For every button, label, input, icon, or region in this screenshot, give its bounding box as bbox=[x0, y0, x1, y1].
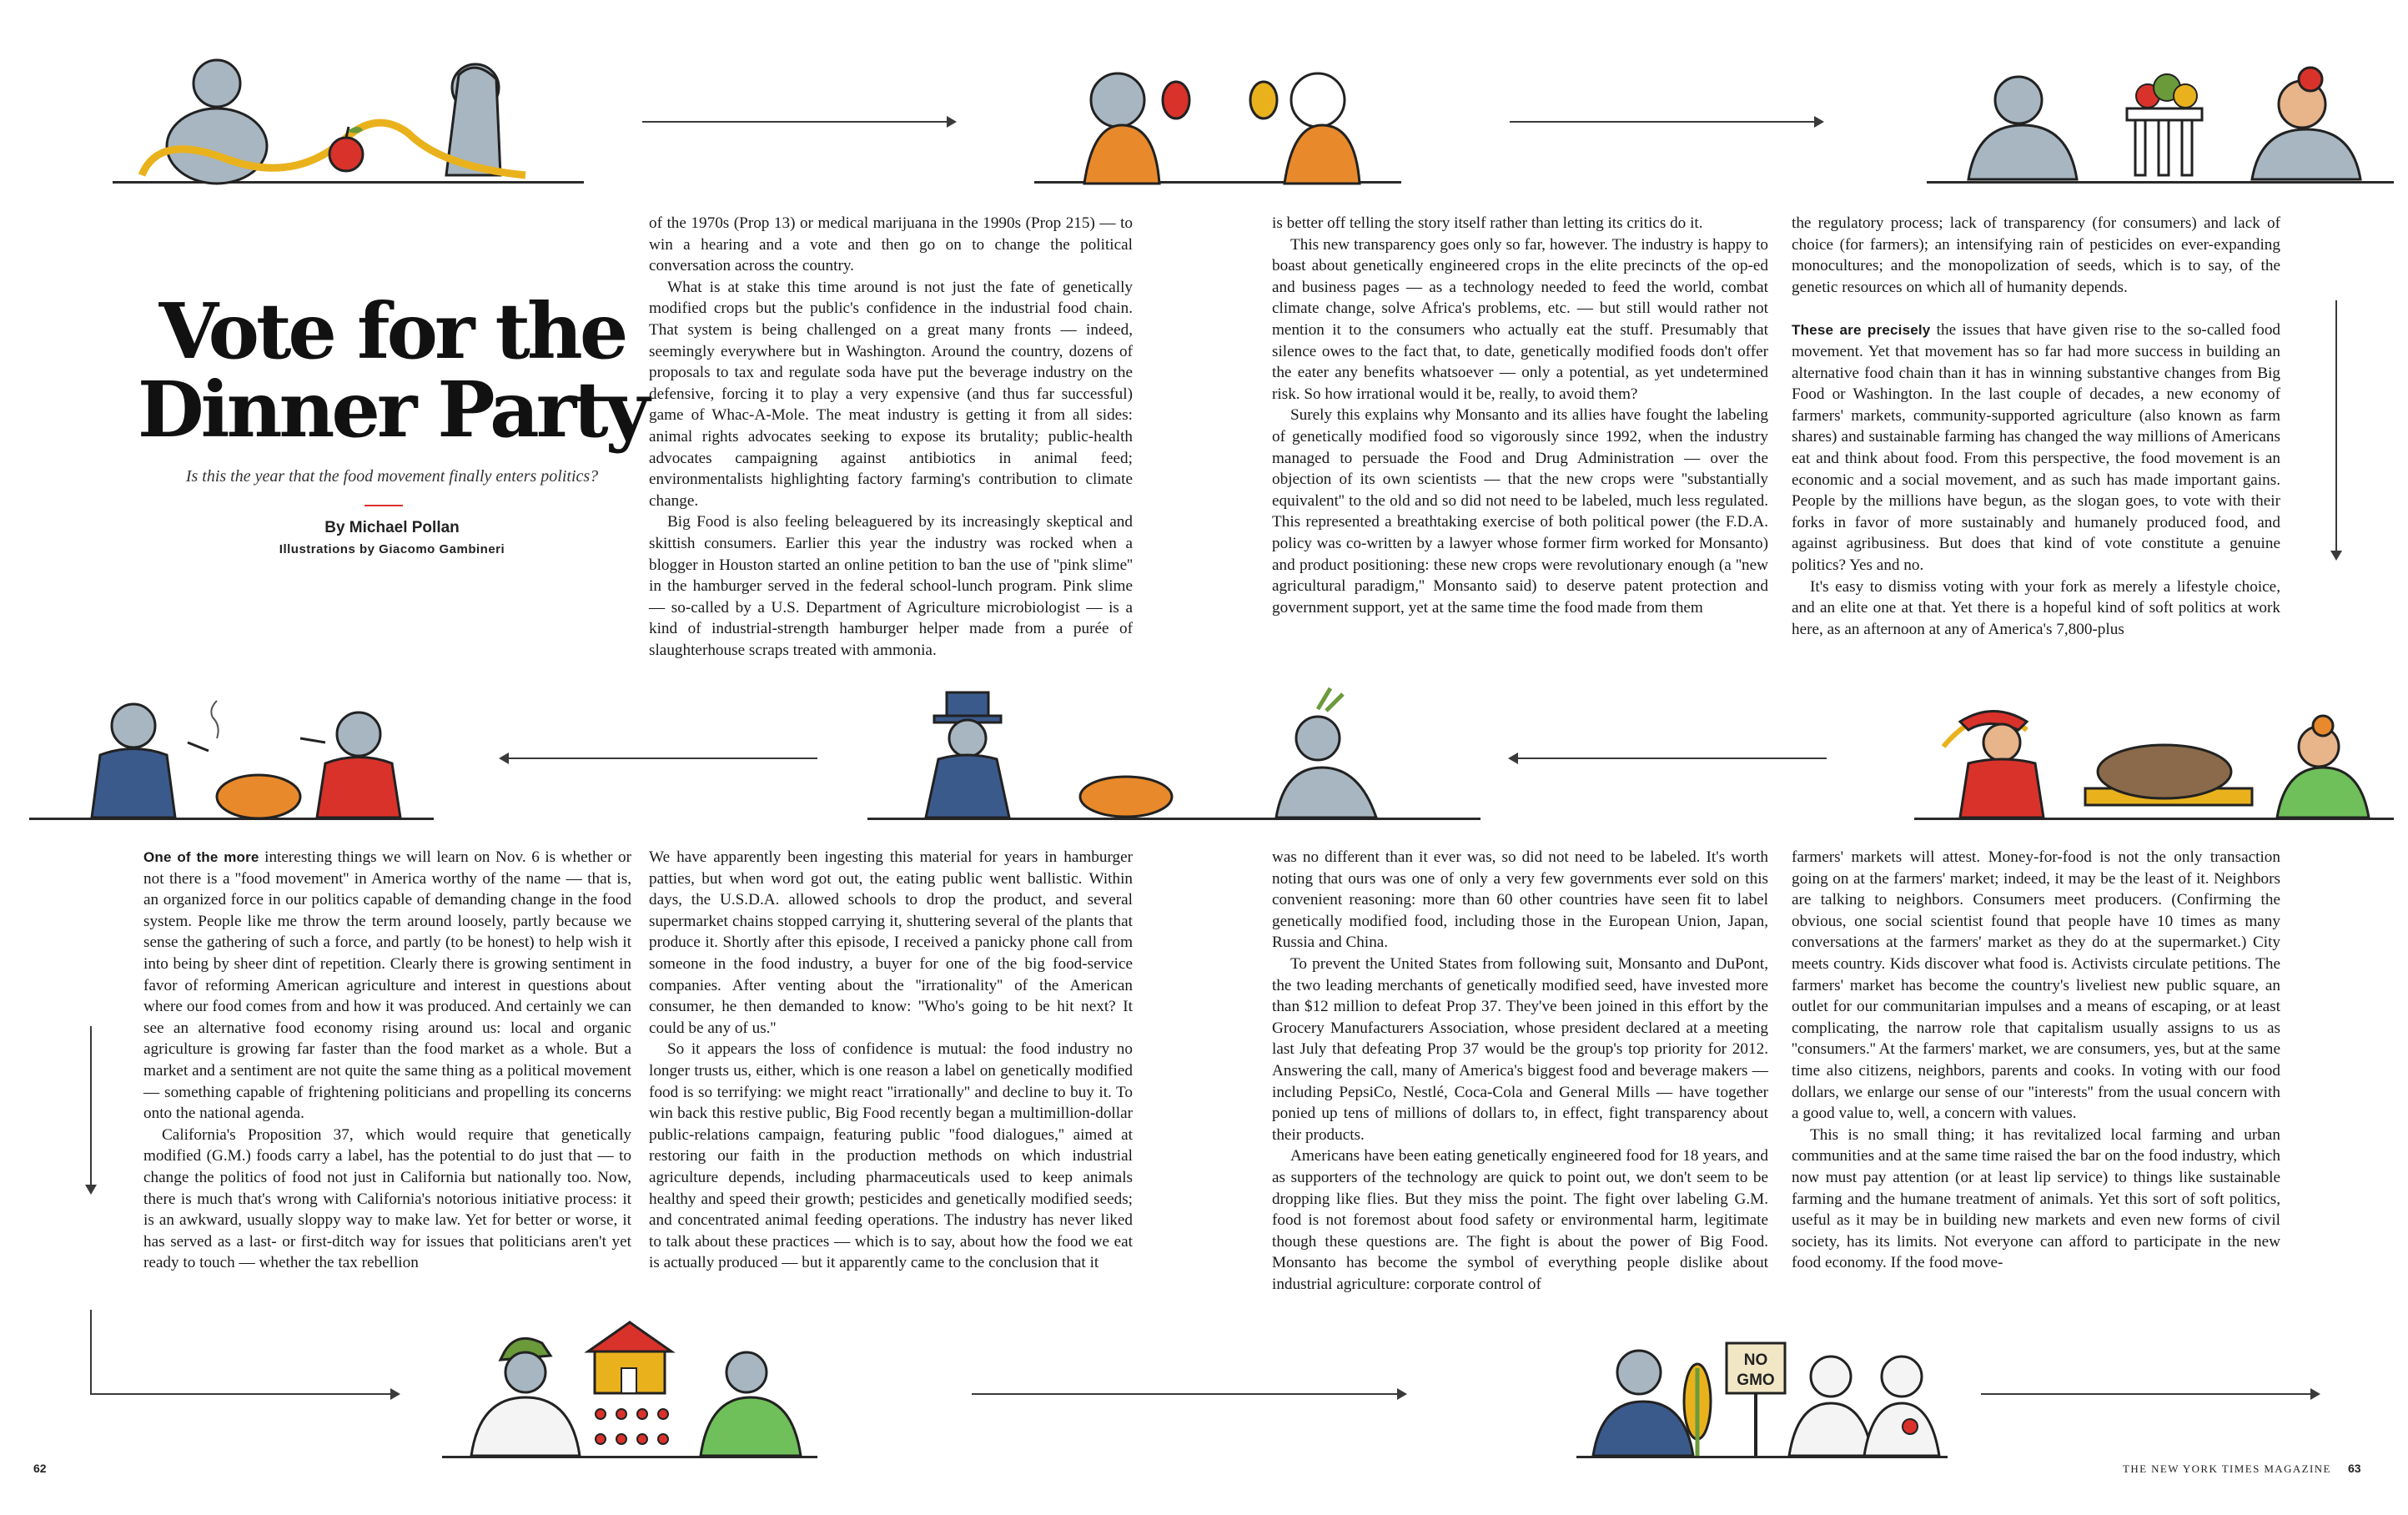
red-rule bbox=[364, 505, 403, 506]
column-bottom-4 bbox=[1792, 847, 2280, 1274]
arrow-right-3 bbox=[90, 1393, 399, 1395]
headline-line-2: Dinner Party bbox=[137, 365, 647, 455]
paragraph: farmers' markets will attest. Money-for-food is not the only transaction going on at the farmers' market; indeed, it may be the least of it. Neighbors are talking to neighbors. Consumers meet producers. (Confirming the obvious, one social scientist found that people have 10 times as many conversations at the farmers' market as they do at the supermarket.) City meets country. Kids discover what food is. Activists circulate petitions. The farmers' market has become the country's liveliest new public square, an outlet for our communitarian impulses and a means of escaping, or at least complicating, the narrow role that capitalism usually assigns to us as ''consumers.'' At the farmers' market, we are consumers, yes, but at the same time also citizens, neighbors, parents and cooks. In voting with our food dollars, we enlarge our sense of our ''interests'' from the usual concern with a good value to, well, a concern with values. bbox=[1792, 848, 2280, 1123]
arrow-down-1 bbox=[2335, 300, 2337, 559]
column-bottom-2 bbox=[649, 847, 1133, 1274]
magazine-name: THE NEW YORK TIMES MAGAZINE bbox=[2123, 1462, 2331, 1475]
paragraph-text: interesting things we will learn on Nov. 6 is whether or not there is a ''food movement'' in America worthy of the name — that is, an organized force in our politics capable of demanding change in the food system. People like me throw the term around loosely, partly because we sense the gathering of such a force, and partly (to be honest) to help wish it into being by sheer dint of repetition. Clearly there is growing sentiment in favor of reforming American agriculture and interest in questions about where our food comes from and how it was produced. And certainly we can see an alternative food economy rising around us: local and organic agriculture is growing far faster than the food market as a whole. But a market and a sentiment are not quite the same thing as a political movement — something capable of frightening politicians and propelling its concerns onto the national agenda. bbox=[143, 848, 631, 1123]
connector-line bbox=[90, 1310, 92, 1393]
arrow-right-2 bbox=[1510, 121, 1822, 123]
no-gmo-protest-icon bbox=[1581, 1326, 1948, 1456]
paragraph: What is at stake this time around is not just the fate of genetically modified crops but the public's confidence in the industrial food chain. That system is being challenged on a great many fronts — indeed, seemingly everywhere but in Washington. Around the country, dozens of proposals to tax and regulate soda have put the beverage industry on the defensive, forcing it to play a very expensive (and thus far successful) game of Whac-A-Mole. The meat industry is getting it from all sides: animal rights advocates seeking to expose its brutality; public-health advocates campaigning against antibiotics in animal feed; environmentalists highlighting factory farming's contribution to climate change. bbox=[649, 278, 1133, 510]
arrow-right-5 bbox=[1981, 1393, 2319, 1395]
paragraph-text: the issues that have given rise to the so-called food movement. Yet that movement has so far had more success in building an alternative food chain than it has in winning substantive changes from Big Food or Washington. In the last couple of decades, a new economy of farmers' markets, community-supported agriculture (also known as farm shares) and sustainable farming has changed the way millions of Americans eat and think about food. From this perspective, the food movement is an economic and a social movement, and as such has made important gains. People by the millions have begun, as the slogan goes, to vote with their forks in favor of more sustainably and humanely produced food, and against agribusiness. But does that kind of vote constitute a genuine politics? Yes and no. bbox=[1792, 321, 2281, 574]
arrow-left-2 bbox=[1510, 758, 1827, 759]
paragraph: Big Food is also feeling beleaguered by its increasingly skeptical and skittish consumers. Earlier this year the industry was rocked when a blogger in Houston started an online petition to ban the use of ''pink slime'' in the hamburger served in the federal school-lunch program. Pink slime — so-called by a U.S. Department of Agriculture microbiologist — is a kind of industrial-strength hamburger helper made from a purée of slaughterhouse scraps treated with ammonia. bbox=[649, 513, 1133, 659]
paragraph: So it appears the loss of confidence is mutual: the food industry no longer trusts us, either, which is one reason a label on genetically modified food is so terrifying: we might react ''irrationally'' and decline to buy it. To win back this restive public, Big Food recently began a multimillion-dollar public-relations campaign, featuring public ''food dialogues,'' aimed at restoring our faith in the production methods on which industrial agriculture depends, including pharmaceuticals used to keep animals healthy and speed their growth; pesticides and genetically modified seeds; and concentrated animal feeding operations. The industry has never liked to talk about these practices — which is to say, about how the food we eat is actually produced — but it apparently came to the conclusion that it bbox=[649, 1040, 1133, 1272]
headline-line-1: Vote for the bbox=[158, 286, 626, 376]
paragraph: Americans have been eating genetically engineered food for 18 years, and as supporters of the technology are quick to point out, we don't seem to be dropping like flies. But they miss the point. The fight over labeling G.M. food is not foremost about food safety or environmental harm, legitimate though these questions are. The fight is about the power of Big Food. Monsanto has become the symbol of everything people dislike about industrial agriculture: corporate control of bbox=[1272, 1147, 1768, 1293]
paragraph: To prevent the United States from following suit, Monsanto and DuPont, the two leading merchants of genetically modified seed, have invested more than $12 million to defeat Prop 37. They've been joined in this effort by the Grocery Manufacturers Association, whose president declared at a meeting last July that defeating Prop 37 would be the group's top priority for 2012. Answering the call, many of America's biggest food and beverage makers — including PepsiCo, Nestlé, Coca-Cola and General Mills — have together ponied up tens of millions of dollars to, in effect, fight transparency about their products. bbox=[1272, 954, 1768, 1144]
arrow-left-1 bbox=[500, 758, 817, 759]
headline bbox=[125, 286, 659, 455]
pilgrim-turkey-icon bbox=[909, 684, 1476, 818]
paragraph: This new transparency goes only so far, however. The industry is happy to boast about genetically engineered crops in the elite precincts of the op-ed and business pages — as a technology needed to feed the world, combat climate change, solve Africa's problems, etc. — but still would rather not mention it to the consumers who actually eat the stuff. Presumably that silence owes to the fact that, to date, genetically modified foods don't offer the eater any benefits whatsoever — only a potential, as yet undetermined risk. So how irrational would it be, really, to avoid them? bbox=[1272, 235, 1768, 403]
column-bottom-1 bbox=[143, 847, 631, 1274]
paragraph: It's easy to dismiss voting with your fork as merely a lifestyle choice, and an elite one at that. Yet there is a hopeful kind of soft politics at work here, as an afternoon at any of America's 7,800-plus bbox=[1792, 577, 2280, 638]
protest-sign-line-1: NO bbox=[1743, 1351, 1768, 1369]
page-number-left: 62 bbox=[33, 1462, 47, 1475]
illustrations-credit: Illustrations by Giacomo Gambineri bbox=[279, 542, 505, 556]
dek: Is this the year that the food movement finally enters politics? bbox=[185, 467, 599, 486]
paragraph: Surely this explains why Monsanto and its allies have fought the labeling of genetically modified food so vigorously since 1992, when the industry managed to persuade the Food and Drug Administration — over the objection of its own scientists — that the new crops were ''substantially equivalent'' to the old and so did not need to be labeled, much less regulated. This represented a breathtaking exercise of both political power (the F.D.A. policy was co-written by a lawyer whose former firm worked for Monsanto) and product positioning: these new crops were revolutionary enough (a ''new agricultural paradigm,'' Monsanto said) to deserve patent protection and government support, yet at the same time the food made from them bbox=[1272, 406, 1768, 617]
column-top-3 bbox=[1272, 213, 1768, 618]
paragraph: is better off telling the story itself rather than letting its critics do it. bbox=[1272, 214, 1703, 232]
smoking-diners-icon bbox=[42, 692, 434, 818]
farmers-market-icon bbox=[455, 1310, 813, 1456]
paragraph: the regulatory process; lack of transparency (for consumers) and lack of choice (for farmers); an intensifying rain of pesticides on ever-expanding monocultures; and the monopolization of seeds, which is to say, of the genetic resources on which all of humanity depends. bbox=[1792, 214, 2280, 296]
caveman-drumstick-icon bbox=[1043, 58, 1393, 184]
fruit-pedestal-icon bbox=[1943, 50, 2377, 184]
byline: By Michael Pollan bbox=[324, 519, 460, 536]
king-roast-boar-icon bbox=[1935, 697, 2385, 818]
paragraph: California's Proposition 37, which would require that genetically modified (G.M.) foods carry a label, has the potential to do just that — to change the politics of food not just in California but nationally too. Now, there is much that's wrong with California's notorious initiative process: it is an awkward, usually sloppy way to make law. Yet for better or worse, it has served as a last- or first-ditch way for issues that politicians aren't yet ready to touch — whether the tax rebellion bbox=[143, 1125, 631, 1272]
protest-sign-line-2: GMO bbox=[1737, 1372, 1775, 1389]
column-top-4 bbox=[1792, 213, 2280, 640]
section-paragraph bbox=[143, 847, 631, 1125]
paragraph: of the 1970s (Prop 13) or medical marijuana in the 1990s (Prop 215) — to win a hearing and a vote and then go on to change the political conversation across the country. bbox=[649, 214, 1133, 275]
arrow-right-1 bbox=[642, 121, 955, 123]
paragraph: We have apparently been ingesting this material for years in hamburger patties, but when word got out, the eating public went ballistic. Within days, the U.S.D.A. allowed schools to drop the product, and several supermarket chains stopped carrying it, shuttering several of the plants that produce it. Shortly after this episode, I received a panicky phone call from someone in the food industry, a buyer for one of the big food-service companies. After venting about the ''irrationality'' of the American consumer, he then demanded to know: ''Who's going to be hit next? It could be any of us.'' bbox=[649, 848, 1133, 1037]
paragraph: This is no small thing; it has revitalized local farming and urban communities and at the same time raised the bar on the food industry, which now must pay attention (or at least lip service) to things like sustainable farming and the humane treatment of animals. Yet this sort of soft politics, useful as it may be in building new markets and even new forms of civil society, has its limits. Not everyone can afford to participate in the new food economy. If the food move- bbox=[1792, 1125, 2280, 1272]
section-paragraph bbox=[1792, 320, 2280, 576]
column-bottom-3 bbox=[1272, 847, 1768, 1295]
paragraph: was no different than it ever was, so did not need to be labeled. It's worth noting that ours was one of only a very few governments ever sold on this convenient reasoning: more than 60 other countries have seen fit to label genetically modified food, including those in the European Union, Japan, Russia and China. bbox=[1272, 848, 1768, 952]
page-number-right: 63 bbox=[2348, 1462, 2361, 1475]
arrow-down-2 bbox=[90, 1026, 92, 1193]
column-top-2 bbox=[649, 213, 1133, 661]
run-in-lead: These are precisely bbox=[1792, 322, 1931, 339]
arrow-right-4 bbox=[972, 1393, 1405, 1395]
run-in-lead: One of the more bbox=[143, 849, 259, 865]
adam-eve-serpent-icon bbox=[125, 50, 576, 184]
